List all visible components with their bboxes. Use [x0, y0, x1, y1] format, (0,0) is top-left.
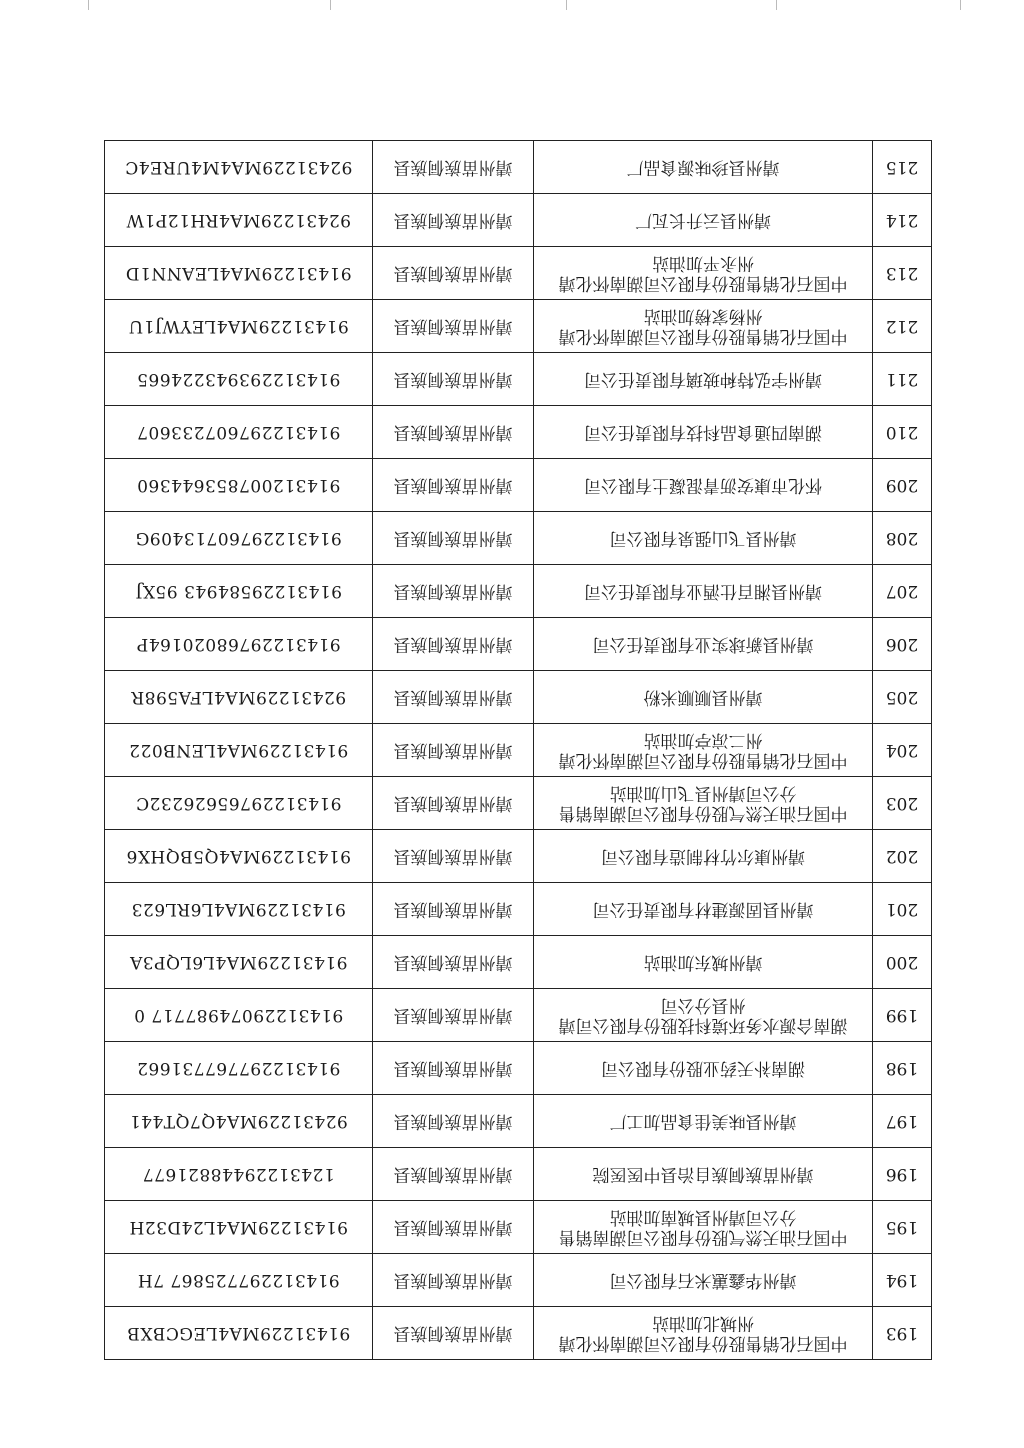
- credit-code-cell: [105, 1201, 373, 1254]
- credit-code-cell: [105, 618, 373, 671]
- credit-code-cell: [105, 353, 373, 406]
- county-text: 靖州苗族侗族县: [393, 687, 513, 707]
- credit-code-text: 91431229MA4LENB022: [128, 740, 349, 760]
- credit-code-cell: [105, 1254, 373, 1307]
- row-number-text: 206: [885, 634, 919, 654]
- row-number-text: 199: [885, 1005, 919, 1025]
- county-text: 靖州苗族侗族县: [393, 316, 513, 336]
- enterprise-name-cell: [534, 512, 873, 565]
- row-number-text: 203: [885, 793, 919, 813]
- credit-code-text: 92431229MA4M4URE4C: [124, 157, 353, 177]
- row-number-text: 212: [885, 316, 919, 336]
- row-number-text: 214: [885, 210, 919, 230]
- credit-code-text: 92431229MA4LFA598R: [130, 687, 347, 707]
- county-text: 靖州苗族侗族县: [393, 899, 513, 919]
- enterprise-name-cell: [534, 936, 873, 989]
- row-number-cell: [873, 830, 932, 883]
- enterprise-name-cell: [534, 830, 873, 883]
- county-text: 靖州苗族侗族县: [393, 157, 513, 177]
- credit-code-cell: [105, 1148, 373, 1201]
- credit-code-cell: [105, 989, 373, 1042]
- county-cell: [373, 1201, 534, 1254]
- credit-code-cell: [105, 830, 373, 883]
- row-number-text: 201: [885, 899, 919, 919]
- row-number-text: 202: [885, 846, 919, 866]
- county-cell: [373, 671, 534, 724]
- row-number-cell: [873, 353, 932, 406]
- enterprise-name-text: 靖州县味美佳食品加工厂: [609, 1111, 797, 1131]
- enterprise-name-text: 靖州县新球实业有限责任公司: [592, 634, 814, 654]
- row-number-cell: [873, 1095, 932, 1148]
- county-text: 靖州苗族侗族县: [393, 1111, 513, 1131]
- row-number-cell: [873, 406, 932, 459]
- row-number-text: 207: [885, 581, 919, 601]
- enterprise-name-cell: [534, 1307, 873, 1360]
- credit-code-cell: [105, 1095, 373, 1148]
- table-row: [105, 247, 932, 300]
- county-cell: [373, 1095, 534, 1148]
- county-text: 靖州苗族侗族县: [393, 475, 513, 495]
- enterprise-name-text: 怀化市康安沥青混凝土有限公司: [584, 475, 822, 495]
- enterprise-name-text: 靖州县湘百仕酒业有限责任公司: [584, 581, 822, 601]
- credit-code-cell: [105, 565, 373, 618]
- credit-code-text: 91431229MA4L6RL623: [131, 899, 346, 919]
- table-row: [105, 989, 932, 1042]
- table-row: [105, 1095, 932, 1148]
- enterprise-name-cell: [534, 459, 873, 512]
- credit-code-cell: [105, 936, 373, 989]
- county-cell: [373, 353, 534, 406]
- enterprise-name-text: 湖南四通食品科技有限责任公司: [584, 422, 822, 442]
- row-number-cell: [873, 777, 932, 830]
- row-number-cell: [873, 512, 932, 565]
- credit-code-text: 91431229MA4L6LQP3A: [129, 952, 348, 972]
- credit-code-cell: [105, 1042, 373, 1095]
- table-row: [105, 724, 932, 777]
- county-cell: [373, 618, 534, 671]
- row-number-cell: [873, 883, 932, 936]
- table-row: [105, 141, 932, 194]
- county-text: 靖州苗族侗族县: [393, 263, 513, 283]
- table-row: [105, 565, 932, 618]
- enterprise-name-text: 靖州华鑫蕙米石有限公司: [609, 1270, 797, 1290]
- enterprise-name-cell: [534, 724, 873, 777]
- row-number-cell: [873, 1254, 932, 1307]
- county-cell: [373, 1148, 534, 1201]
- credit-code-text: 914312293943224665: [136, 369, 341, 389]
- enterprise-name-text: 靖州县珍味源食品厂: [626, 157, 780, 177]
- county-cell: [373, 1042, 534, 1095]
- row-number-text: 210: [885, 422, 919, 442]
- credit-code-cell: [105, 247, 373, 300]
- enterprise-name-text: 中国石油天然气股份有限公司湖南销售分公司靖州县飞山加油站: [558, 783, 848, 823]
- credit-code-text: 92431229MA4RH12P1W: [126, 210, 352, 230]
- enterprise-name-text: 中国石化销售股份有限公司湖南怀化靖州永平加油站: [558, 253, 848, 293]
- enterprise-name-cell: [534, 247, 873, 300]
- enterprise-name-cell: [534, 1254, 873, 1307]
- row-number-text: 196: [885, 1164, 919, 1184]
- enterprise-name-text: 靖州县云升长瓦厂: [635, 210, 771, 230]
- row-number-cell: [873, 565, 932, 618]
- county-text: 靖州苗族侗族县: [393, 369, 513, 389]
- row-number-cell: [873, 1201, 932, 1254]
- credit-code-cell: [105, 459, 373, 512]
- enterprise-name-text: 靖州城东加油站: [643, 952, 763, 972]
- county-text: 靖州苗族侗族县: [393, 1164, 513, 1184]
- credit-code-cell: [105, 1307, 373, 1360]
- row-number-text: 204: [885, 740, 919, 760]
- credit-code-cell: [105, 141, 373, 194]
- enterprise-name-cell: [534, 618, 873, 671]
- county-cell: [373, 247, 534, 300]
- credit-code-text: 91431229584943 95XJ: [135, 581, 342, 601]
- credit-code-text: 91431229768020164P: [136, 634, 341, 654]
- county-text: 靖州苗族侗族县: [393, 1270, 513, 1290]
- county-cell: [373, 565, 534, 618]
- table-row: [105, 1254, 932, 1307]
- county-text: 靖州苗族侗族县: [393, 1217, 513, 1237]
- row-number-text: 195: [885, 1217, 919, 1237]
- county-text: 靖州苗族侗族县: [393, 1005, 513, 1025]
- enterprise-name-text: 靖州县固源建材有限责任公司: [592, 899, 814, 919]
- county-cell: [373, 936, 534, 989]
- row-number-text: 200: [885, 952, 919, 972]
- table-row: [105, 936, 932, 989]
- table-row: [105, 512, 932, 565]
- county-text: 靖州苗族侗族县: [393, 1058, 513, 1078]
- row-number-text: 194: [885, 1270, 919, 1290]
- enterprise-name-cell: [534, 1095, 873, 1148]
- credit-code-cell: [105, 512, 373, 565]
- credit-code-text: 914312297607233607: [136, 422, 341, 442]
- county-text: 靖州苗族侗族县: [393, 581, 513, 601]
- county-cell: [373, 406, 534, 459]
- credit-code-text: 91431229MA4LEANN1D: [125, 263, 352, 283]
- row-number-cell: [873, 459, 932, 512]
- enterprise-name-text: 湖南补天药业股份有限公司: [601, 1058, 805, 1078]
- enterprise-name-text: 中国石化销售股份有限公司湖南怀化靖州城北加油站: [558, 1313, 848, 1353]
- county-text: 靖州苗族侗族县: [393, 740, 513, 760]
- enterprise-name-text: 中国石化销售股份有限公司湖南怀化靖州杨家榜加油站: [558, 306, 848, 346]
- credit-code-text: 914312007853644360: [136, 475, 341, 495]
- county-text: 靖州苗族侗族县: [393, 793, 513, 813]
- row-number-cell: [873, 1307, 932, 1360]
- enterprise-name-cell: [534, 1148, 873, 1201]
- county-cell: [373, 989, 534, 1042]
- table-row: [105, 194, 932, 247]
- credit-code-text: 91431229MA4Q5BQHX6: [126, 846, 351, 866]
- row-number-text: 209: [885, 475, 919, 495]
- row-number-text: 205: [885, 687, 919, 707]
- table-row: [105, 406, 932, 459]
- row-number-text: 213: [885, 263, 919, 283]
- row-number-cell: [873, 618, 932, 671]
- county-cell: [373, 830, 534, 883]
- row-number-cell: [873, 936, 932, 989]
- county-cell: [373, 1254, 534, 1307]
- row-number-cell: [873, 1042, 932, 1095]
- enterprise-name-cell: [534, 141, 873, 194]
- row-number-text: 215: [885, 157, 919, 177]
- county-text: 靖州苗族侗族县: [393, 846, 513, 866]
- county-cell: [373, 194, 534, 247]
- row-number-text: 193: [885, 1323, 919, 1343]
- row-number-cell: [873, 671, 932, 724]
- credit-code-text: 92431229MA4Q7QT441: [129, 1111, 348, 1131]
- enterprise-name-text: 靖州苗族侗族自治县中医医院: [592, 1164, 814, 1184]
- credit-code-text: 914312297767731662: [136, 1058, 341, 1078]
- enterprise-name-cell: [534, 353, 873, 406]
- table-row: [105, 883, 932, 936]
- credit-code-text: 12431229448821677: [142, 1164, 335, 1184]
- enterprise-name-cell: [534, 406, 873, 459]
- table-row: [105, 777, 932, 830]
- row-number-text: 211: [885, 369, 919, 389]
- enterprise-name-cell: [534, 565, 873, 618]
- table-row: [105, 459, 932, 512]
- enterprise-name-cell: [534, 671, 873, 724]
- credit-code-text: 91431229MA4LEYWJ1U: [128, 316, 349, 336]
- credit-code-cell: [105, 671, 373, 724]
- credit-code-cell: [105, 406, 373, 459]
- credit-code-cell: [105, 777, 373, 830]
- credit-code-text: 91431229765626232C: [135, 793, 342, 813]
- county-text: 靖州苗族侗族县: [393, 422, 513, 442]
- county-cell: [373, 724, 534, 777]
- credit-code-cell: [105, 300, 373, 353]
- row-number-cell: [873, 989, 932, 1042]
- enterprise-name-cell: [534, 194, 873, 247]
- row-number-cell: [873, 141, 932, 194]
- enterprise-name-cell: [534, 883, 873, 936]
- enterprise-name-text: 湖南合源水务环境科技股份有限公司靖州县分公司: [558, 995, 848, 1035]
- credit-code-text: 91431229760713409G: [135, 528, 342, 548]
- table-row: [105, 1201, 932, 1254]
- row-number-cell: [873, 300, 932, 353]
- enterprise-name-cell: [534, 777, 873, 830]
- table-row: [105, 618, 932, 671]
- table-row: [105, 1042, 932, 1095]
- enterprise-name-text: 中国石油天然气股份有限公司湖南销售分公司靖州县城南加油站: [558, 1207, 848, 1247]
- table-row: [105, 1307, 932, 1360]
- credit-code-cell: [105, 883, 373, 936]
- county-cell: [373, 883, 534, 936]
- table-row: [105, 671, 932, 724]
- credit-code-text: 91431229MA4LEGCBXB: [126, 1323, 351, 1343]
- county-cell: [373, 300, 534, 353]
- enterprise-name-text: 中国石化销售股份有限公司湖南怀化靖州二凉亭加油站: [558, 730, 848, 770]
- table-row: [105, 1148, 932, 1201]
- row-number-cell: [873, 724, 932, 777]
- county-cell: [373, 459, 534, 512]
- table-body: [105, 141, 932, 1360]
- table-row: [105, 353, 932, 406]
- row-number-text: 208: [885, 528, 919, 548]
- row-number-cell: [873, 1148, 932, 1201]
- county-text: 靖州苗族侗族县: [393, 528, 513, 548]
- county-text: 靖州苗族侗族县: [393, 634, 513, 654]
- enterprise-name-cell: [534, 1201, 873, 1254]
- county-text: 靖州苗族侗族县: [393, 952, 513, 972]
- credit-code-text: 914312297725867 7H: [137, 1270, 340, 1290]
- county-cell: [373, 512, 534, 565]
- county-cell: [373, 141, 534, 194]
- credit-code-text: 91431229MA4L24D32H: [128, 1217, 349, 1237]
- enterprise-name-text: 靖州康尔竹材制造有限公司: [601, 846, 805, 866]
- row-number-cell: [873, 247, 932, 300]
- scan-edge-marks: [0, 0, 1024, 12]
- credit-code-text: 91431229074987717 0: [133, 1005, 344, 1025]
- county-cell: [373, 1307, 534, 1360]
- enterprise-name-cell: [534, 300, 873, 353]
- county-text: 靖州苗族侗族县: [393, 210, 513, 230]
- row-number-text: 198: [885, 1058, 919, 1078]
- enterprise-name-text: 靖州宇弘特种玻璃有限责任公司: [584, 369, 822, 389]
- county-text: 靖州苗族侗族县: [393, 1323, 513, 1343]
- enterprise-name-cell: [534, 1042, 873, 1095]
- table-row: [105, 830, 932, 883]
- enterprise-name-text: 靖州县顺顺米粉: [643, 687, 763, 707]
- credit-code-cell: [105, 194, 373, 247]
- row-number-text: 197: [885, 1111, 919, 1131]
- credit-code-cell: [105, 724, 373, 777]
- county-cell: [373, 777, 534, 830]
- enterprise-name-cell: [534, 989, 873, 1042]
- row-number-cell: [873, 194, 932, 247]
- enterprise-name-text: 靖州县飞山强泉有限公司: [609, 528, 797, 548]
- enterprise-table: [104, 140, 932, 1360]
- table-row: [105, 300, 932, 353]
